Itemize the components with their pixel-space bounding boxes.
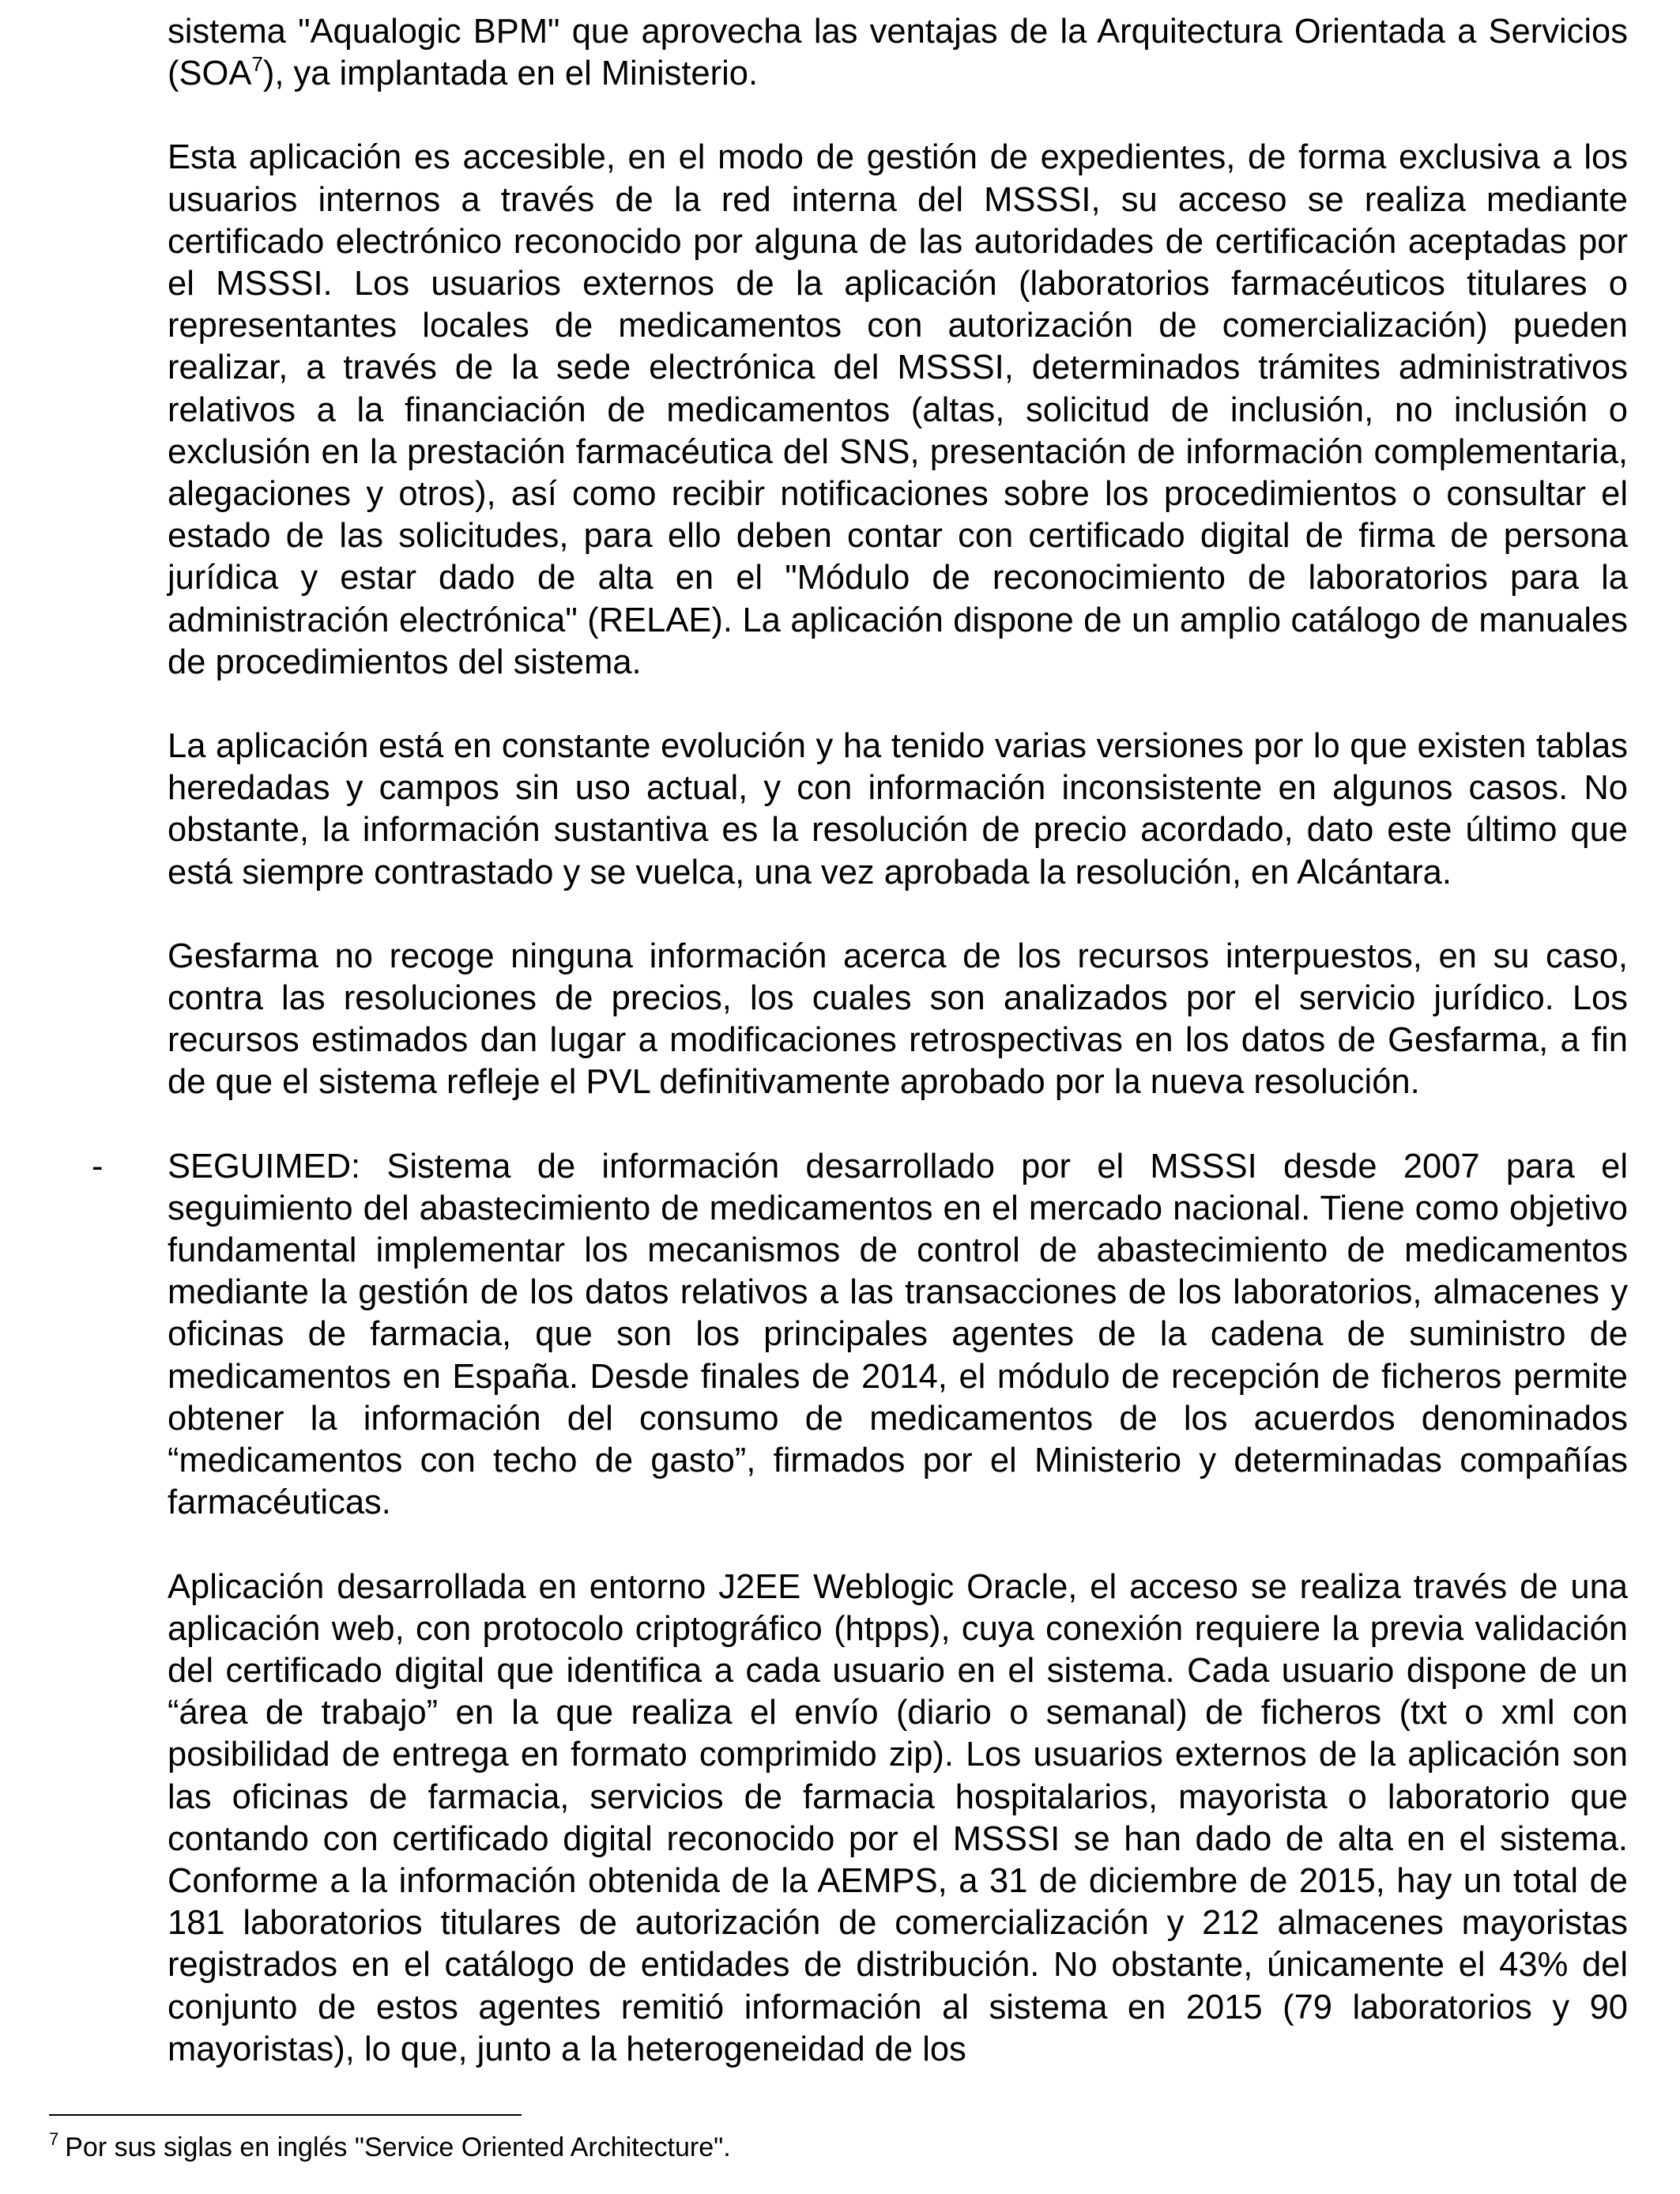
paragraph-gesfarma: Gesfarma no recoge ninguna información acerca de los recursos interpuestos, en su caso, contra las resoluciones de precios, los cuales son analizados por el servicio jurídico. Los recursos estimados dan lugar a modificaciones retrospectivas en los datos de Gesfarma, a fin de que el sistema refleje el PVL definitivamente aprobado por la nueva resolución. — [168, 937, 1628, 1102]
paragraph-access: Esta aplicación es accesible, en el modo de gestión de expedientes, de forma exclusiva a los usuarios internos a través de la red interna del MSSSI, su acceso se realiza mediante certificado electrónico reconocido por alguna de las autoridades de certificación aceptadas por el MSSSI. Los usuarios externos de la aplicación (laboratorios farmacéuticos titulares o representantes locales de medicamentos con autorización de comercialización) pueden realizar, a través de la sede electrónica del MSSSI, determinados trámites administrativos relativos a la financiación de medicamentos (altas, solicitud de inclusión, no inclusión o exclusión en la prestación farmacéutica del SNS, presentación de información complementaria, alegaciones y otros), así como recibir notificaciones sobre los procedimientos o consultar el estado de las solicitudes, para ello deben contar con certificado digital de firma de persona jurídica y estar dado de alta en el "Módulo de reconocimiento de laboratorios para la administración electrónica" (RELAE). La aplicación dispone de un amplio catálogo de manuales de procedimientos del sistema. — [168, 138, 1628, 681]
paragraph-soa — [168, 11, 1628, 95]
paragraph-j2ee: Aplicación desarrollada en entorno J2EE Weblogic Oracle, el acceso se realiza través de una aplicación web, con protocolo criptográfico (htpps), cuya conexión requiere la previa validación del certificado digital que identifica a cada usuario en el sistema. Cada usuario dispone de un “área de trabajo” en la que realiza el envío (diario o semanal) de ficheros (txt o xml con posibilidad de entrega en formato comprimido zip). Los usuarios externos de la aplicación son las oficinas de farmacia, servicios de farmacia hospitalarios, mayorista o laboratorio que contando con certificado digital reconocido por el MSSSI se han dado de alta en el sistema. Conforme a la información obtenida de la AEMPS, a 31 de diciembre de 2015, hay un total de 181 laboratorios titulares de autorización de comercialización y 212 almacenes mayoristas registrados en el catálogo de entidades de distribución. No obstante, únicamente el 43% del conjunto de estos agentes remitió información al sistema en 2015 (79 laboratorios y 90 mayoristas), lo que, junto a la heterogeneidad de los — [168, 1567, 1628, 2068]
list-bullet: - — [92, 1147, 104, 1186]
footnote-text: Por sus siglas en inglés "Service Oriented Architecture". — [65, 2132, 731, 2162]
document-body — [92, 11, 1628, 2113]
footnote-reference: 7 — [251, 51, 263, 76]
list-item-seguimed-text: SEGUIMED: Sistema de información desarrollado por el MSSSI desde 2007 para el seguimiento del abastecimiento de medicamentos en el mercado nacional. Tiene como objetivo fundamental implementar los mecanismos de control de abastecimiento de medicamentos mediante la gestión de los datos relativos a las transacciones de los laboratorios, almacenes y oficinas de farmacia, que son los principales agentes de la cadena de suministro de medicamentos en España. Desde finales de 2014, el módulo de recepción de ficheros permite obtener la información del consumo de medicamentos de los acuerdos denominados “medicamentos con techo de gasto”, firmados por el Ministerio y determinadas compañías farmacéuticas. — [168, 1147, 1628, 1522]
footnote-mark: 7 — [49, 2129, 59, 2149]
paragraph-soa-tail: ), ya implantada en el Ministerio. — [262, 55, 759, 93]
footnote-divider — [49, 2114, 522, 2116]
paragraph-evolution: La aplicación está en constante evolución y ha tenido varias versiones por lo que existen tablas heredadas y campos sin uso actual, y con información inconsistente en algunos casos. No obstante, la información sustantiva es la resolución de precio acordado, dato este último que está siempre contrastado y se vuelca, una vez aprobada la resolución, en Alcántara. — [168, 727, 1628, 892]
footnote — [49, 2129, 731, 2166]
list-item-seguimed — [92, 1146, 1628, 1525]
paragraph-soa-text: sistema "Aqualogic BPM" que aprovecha las ventajas de la Arquitectura Orientada a Servicios (SOA — [168, 13, 1628, 93]
